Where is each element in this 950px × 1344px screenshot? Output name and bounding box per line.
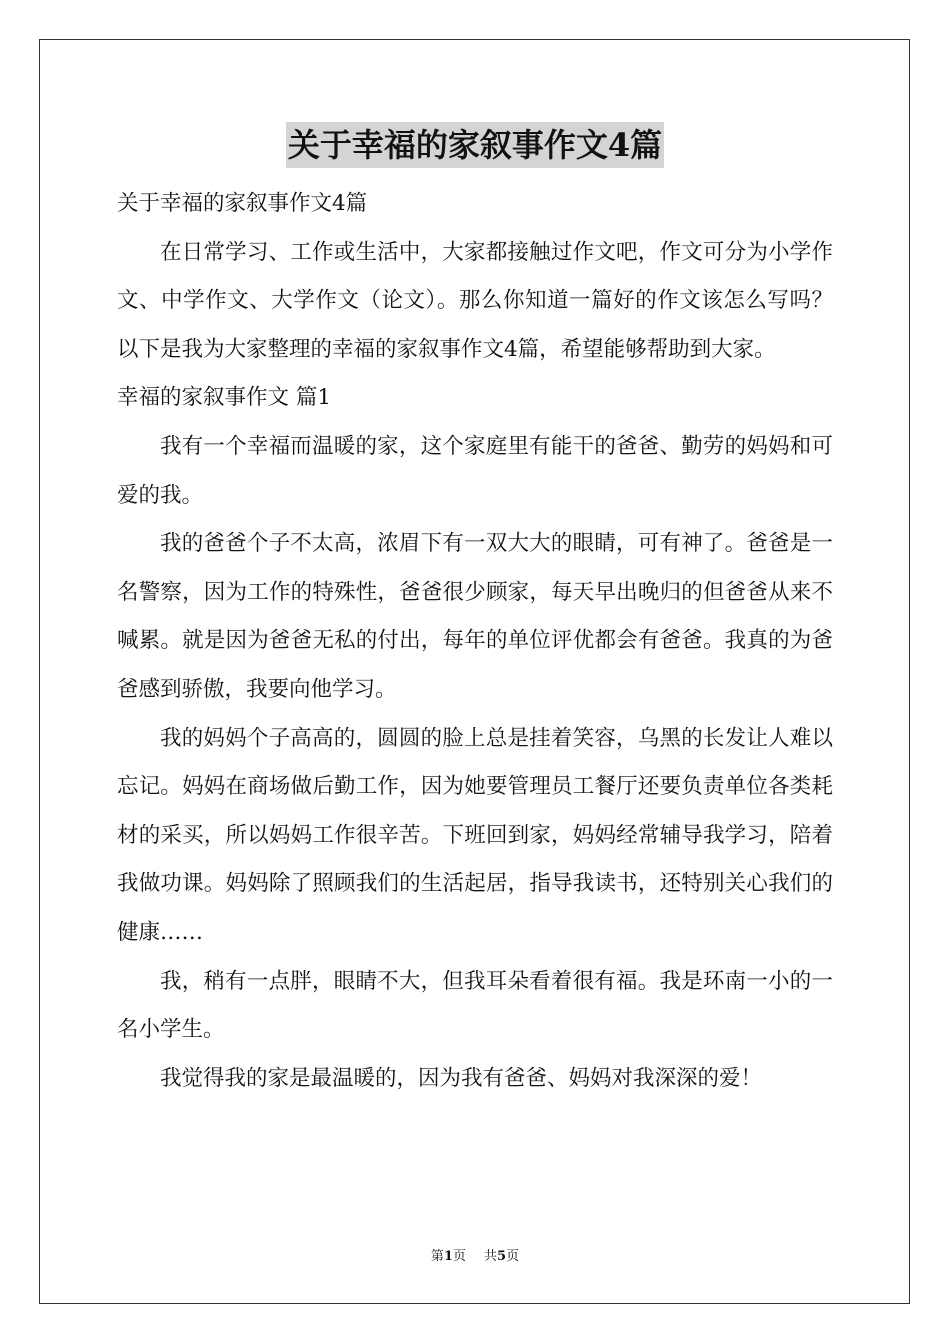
body-paragraph[interactable]: 我觉得我的家是最温暖的，因为我有爸爸、妈妈对我深深的爱！ xyxy=(160,1065,763,1091)
intro-paragraph[interactable]: 在日常学习、工作或生活中，大家都接触过作文吧，作文可分为小学作文、中学作文、大学作文（论文）。那么你知道一篇好的作文该怎么写吗？以下是我为大家整理的幸福的家叙事作文4篇，希望能够帮助到大家。 xyxy=(117,239,833,362)
title-container xyxy=(117,122,833,174)
body-paragraph[interactable]: 我，稍有一点胖，眼睛不大，但我耳朵看着很有福。我是环南一小的一名小学生。 xyxy=(117,968,833,1043)
total-page-count: 5 xyxy=(497,1249,507,1264)
page-suffix: 页 xyxy=(452,1249,466,1264)
body-paragraph[interactable]: 我的爸爸个子不太高，浓眉下有一双大大的眼睛，可有神了。爸爸是一名警察，因为工作的特殊性，爸爸很少顾家，每天早出晚归的但爸爸从来不喊累。就是因为爸爸无私的付出，每年的单位评优都会有爸爸。我真的为爸爸感到骄傲，我要向他学习。 xyxy=(117,531,833,702)
page-prefix: 第 xyxy=(430,1249,444,1264)
total-prefix: 共 xyxy=(484,1249,498,1264)
body-paragraph[interactable]: 我的妈妈个子高高的，圆圆的脸上总是挂着笑容，乌黑的长发让人难以忘记。妈妈在商场做后勤工作，因为她要管理员工餐厅还要负责单位各类耗材的采买，所以妈妈工作很辛苦。下班回到家，妈妈经常辅导我学习，陪着我做功课。妈妈除了照顾我们的生活起居，指导我读书，还特别关心我们的健康…… xyxy=(117,725,833,945)
document-body xyxy=(117,122,833,1103)
page-footer xyxy=(0,1248,950,1266)
document-title[interactable]: 关于幸福的家叙事作文4篇 xyxy=(286,122,664,168)
body-paragraph[interactable]: 我有一个幸福而温暖的家，这个家庭里有能干的爸爸、勤劳的妈妈和可爱的我。 xyxy=(117,433,833,508)
section-heading[interactable]: 幸福的家叙事作文 篇1 xyxy=(117,385,332,411)
document-subtitle[interactable]: 关于幸福的家叙事作文4篇 xyxy=(117,191,368,216)
current-page-number: 1 xyxy=(443,1249,453,1264)
total-suffix: 页 xyxy=(506,1249,520,1264)
